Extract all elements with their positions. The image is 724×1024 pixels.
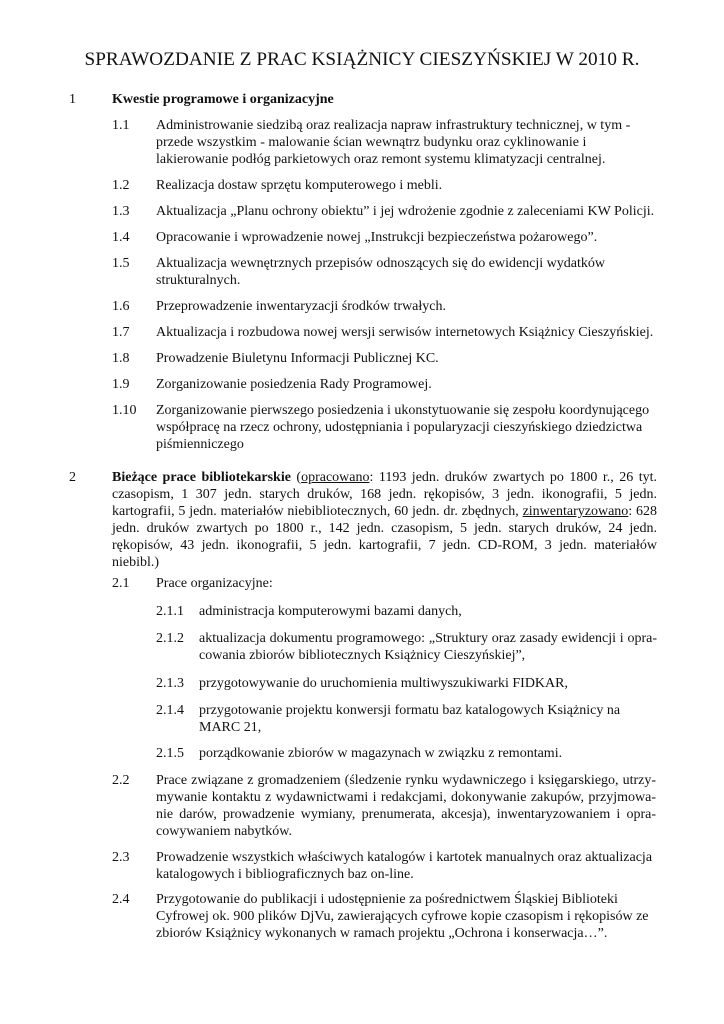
- item-text: Opracowanie i wprowadzenie nowej „Instrukcji bezpieczeństwa pożarowego”.: [156, 230, 598, 245]
- text-run: : 628 jedn. druków zwartych po 1800 r., 142 jedn. czasopism, 5 jedn. starych druków, 24 jedn. rękopisów, 43 jedn. ikonografii, 5 jedn. kartografii, 7 jedn. CD-ROM, 3 jedn. materiałów niebibl.): [112, 504, 658, 570]
- underlined-term: zinwentaryzowano: [522, 504, 629, 519]
- item-number: 2.1: [112, 576, 130, 591]
- item-number: 2.3: [112, 850, 130, 865]
- item-number: 2.1.4: [156, 703, 184, 718]
- item-number: 1.4: [112, 230, 130, 245]
- item-text: aktualizacja dokumentu programowego: „Struktury oraz zasady ewidencji i opra-cowania zbiorów bibliotecznych Książnicy Cieszyńskiej”,: [199, 631, 657, 663]
- item-text: Prowadzenie wszystkich właściwych katalogów i kartotek manualnych oraz aktualizacja katalogowych i bibliograficznych baz on-line.: [156, 850, 653, 882]
- item-text: Zorganizowanie posiedzenia Rady Programowej.: [156, 377, 432, 392]
- item-text: Aktualizacja „Planu ochrony obiektu” i jej wdrożenie zgodnie z zaleceniami KW Policji.: [156, 204, 655, 219]
- item-text: Zorganizowanie pierwszego posiedzenia i ukonstytuowanie się zespołu koordynującego współpracę na rzecz ochrony, udostępniania i popularyzacji cieszyńskiego dziedzictwa piśmienniczego: [156, 403, 650, 452]
- item-number: 2.1.2: [156, 631, 184, 646]
- item-text: Prowadzenie Biuletynu Informacji Publicznej KC.: [156, 351, 439, 366]
- item-number: 1.3: [112, 204, 130, 219]
- item-number: 2.1.5: [156, 746, 184, 761]
- item-text: Administrowanie siedzibą oraz realizacja napraw infrastruktury technicznej, w tym - przede wszystkim - malowanie ścian wewnątrz budynku oraz cyklinowanie i lakierowanie podłóg parkietowych oraz remont systemu klimatyzacji centralnej.: [156, 118, 631, 167]
- item-text: Przygotowanie do publikacji i udostępnienie za pośrednictwem Śląskiej Biblioteki Cyfrowej ok. 900 plików DjVu, zawierających cyfrowe kopie czasopism i rękopisów ze zbiorów Książnicy wykonanych w ramach projektu „Ochrona i konserwacja…”.: [156, 892, 649, 941]
- section-number: 1: [69, 92, 76, 107]
- item-text: Realizacja dostaw sprzętu komputerowego i mebli.: [156, 178, 443, 193]
- text-run: (: [290, 470, 302, 485]
- item-number: 2.1.3: [156, 676, 184, 691]
- item-number: 1.6: [112, 299, 130, 314]
- underlined-term: opracowano: [301, 470, 370, 485]
- section-title: Bieżące prace bibliotekarskie: [112, 470, 291, 485]
- section-2-text: [112, 469, 657, 571]
- item-text: Aktualizacja i rozbudowa nowej wersji serwisów internetowych Książnicy Cieszyńskiej.: [156, 325, 654, 340]
- item-number: 2.2: [112, 773, 130, 788]
- item-number: 1.1: [112, 118, 130, 133]
- text-run: : 1193 jedn. druków zwartych po 1800 r., 26 tyt. czasopism, 1 307 jedn. starych druków, 168 jedn. rękopisów, 3 jedn. ikonografii, 5 jedn. kartografii, 5 jedn. materiałów niebibliotecznych, 60 jedn. dr. zbędnych,: [112, 470, 657, 519]
- item-number: 1.10: [112, 403, 137, 418]
- item-number: 1.8: [112, 351, 130, 366]
- item-number: 2.4: [112, 892, 130, 907]
- item-text: porządkowanie zbiorów w magazynach w związku z remontami.: [199, 746, 563, 761]
- item-text: Przeprowadzenie inwentaryzacji środków trwałych.: [156, 299, 446, 314]
- item-number: 1.5: [112, 256, 130, 271]
- item-text: przygotowanie projektu konwersji formatu baz katalogowych Książnicy na MARC 21,: [199, 703, 621, 735]
- item-text: przygotowywanie do uruchomienia multiwyszukiwarki FIDKAR,: [199, 676, 568, 691]
- item-number: 2.1.1: [156, 604, 184, 619]
- item-text: Aktualizacja wewnętrznych przepisów odnoszących się do ewidencji wydatków strukturalnych.: [156, 256, 606, 288]
- item-text: Prace związane z gromadzeniem (śledzenie rynku wydawniczego i księgarskiego, utrzy-mywanie kontaktu z wydawnictwami i redakcjami, dokonywanie zakupów, przyjmowa-nie darów, prowadzenie wymiany, prenumerata, akcesja), inwentaryzowaniem i opra-cowywaniem nabytków.: [156, 773, 656, 839]
- item-number: 1.9: [112, 377, 130, 392]
- item-text: Prace organizacyjne:: [156, 576, 273, 591]
- item-number: 1.2: [112, 178, 130, 193]
- section-number: 2: [69, 470, 76, 485]
- page-title: SPRAWOZDANIE Z PRAC KSIĄŻNICY CIESZYŃSKIEJ W 2010 R.: [84, 49, 640, 70]
- section-title: Kwestie programowe i organizacyjne: [112, 92, 334, 107]
- item-number: 1.7: [112, 325, 130, 340]
- item-text: administracja komputerowymi bazami danych,: [199, 604, 462, 619]
